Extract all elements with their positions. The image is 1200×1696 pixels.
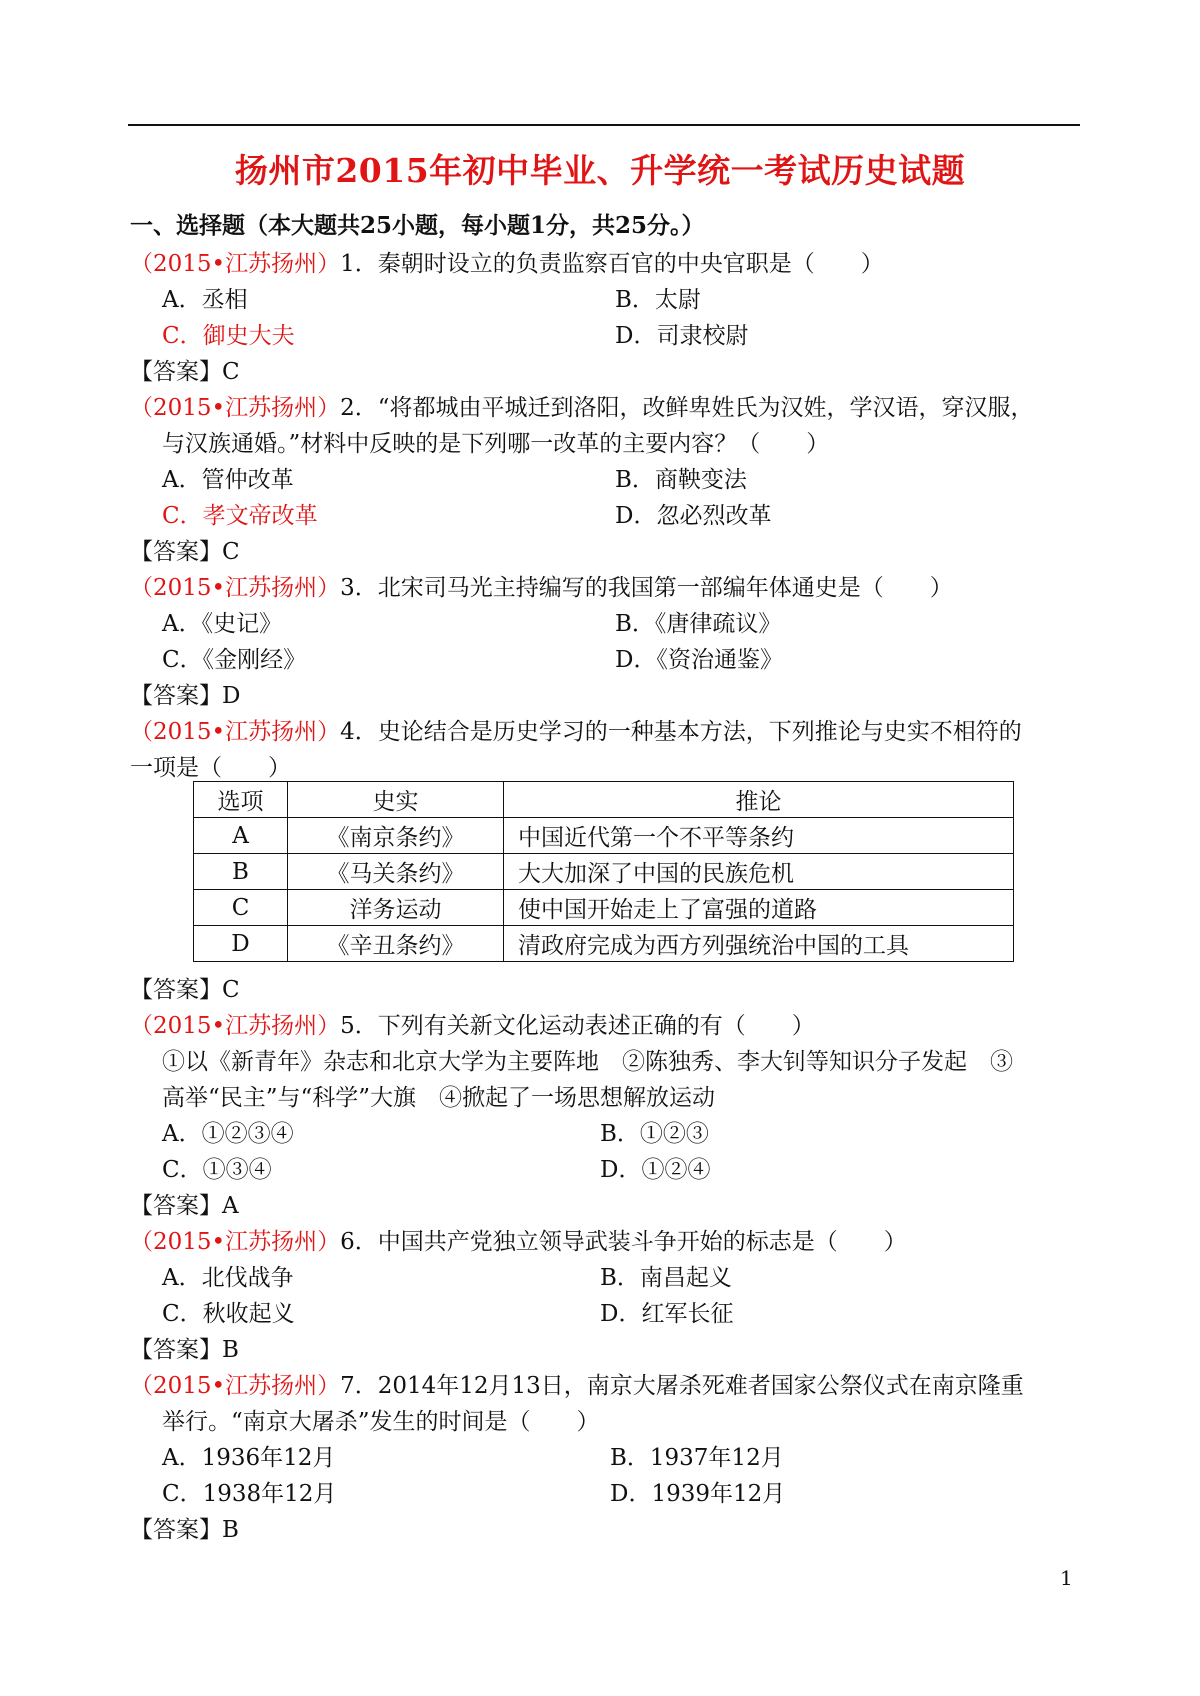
question-6 — [130, 1223, 907, 1256]
question-source: （2015•江苏扬州） — [130, 719, 341, 745]
question-stem: 3．北宋司马光主持编写的我国第一部编年体通史是（ ） — [340, 575, 953, 601]
question-source: （2015•江苏扬州） — [130, 1229, 341, 1255]
option-b: B．1937年12月 — [610, 1445, 784, 1471]
option-d: D．①②④ — [600, 1157, 711, 1183]
answer-7: 【答案】B — [130, 1517, 239, 1543]
option-c: C．1938年12月 — [162, 1481, 337, 1507]
option-a: A．管仲改革 — [162, 467, 294, 493]
option-d: D．司隶校尉 — [615, 323, 749, 349]
option-a: A．丞相 — [162, 287, 248, 313]
option-a: A．《史记》 — [162, 611, 283, 637]
table-row — [194, 926, 1014, 962]
option-c: C．《金刚经》 — [162, 647, 307, 673]
option-d: D．1939年12月 — [610, 1481, 786, 1507]
option-a: A．①②③④ — [162, 1121, 294, 1147]
option-c: C．①③④ — [162, 1157, 272, 1183]
option-d: D．忽必烈改革 — [615, 503, 772, 529]
table-cell: D — [194, 926, 288, 962]
question-stem-cont: 高举“民主”与“科学”大旗 ④掀起了一场思想解放运动 — [162, 1085, 716, 1111]
option-d: D．《资治通鉴》 — [615, 647, 783, 673]
question-stem-cont: 举行。“南京大屠杀”发生的时间是（ ） — [162, 1409, 600, 1435]
table-header-row — [194, 782, 1014, 818]
table-row — [194, 818, 1014, 854]
option-b: B．太尉 — [615, 287, 701, 313]
table-cell: 《南京条约》 — [288, 818, 504, 854]
table-cell: 《辛丑条约》 — [288, 926, 504, 962]
header-rule — [128, 124, 1080, 126]
question-stem-cont: ①以《新青年》杂志和北京大学为主要阵地 ②陈独秀、李大钊等知识分子发起 ③ — [162, 1049, 1013, 1075]
question-stem: 2．“将都城由平城迁到洛阳，改鲜卑姓氏为汉姓，学汉语，穿汉服， — [340, 395, 1034, 421]
page-title: 扬州市2015年初中毕业、升学统一考试历史试题 — [234, 151, 966, 190]
option-b: B．《唐律疏议》 — [615, 611, 782, 637]
option-c: C．秋收起义 — [162, 1301, 295, 1327]
table-cell: 洋务运动 — [288, 890, 504, 926]
table-row — [194, 854, 1014, 890]
table-cell: 清政府完成为西方列强统治中国的工具 — [504, 926, 1014, 962]
question-source: （2015•江苏扬州） — [130, 1013, 341, 1039]
question-1 — [130, 245, 884, 278]
question-stem-cont: 一项是（ ） — [130, 755, 291, 781]
table-header: 选项 — [194, 782, 288, 818]
table-cell: 使中国开始走上了富强的道路 — [504, 890, 1014, 926]
question-stem: 4．史论结合是历史学习的一种基本方法，下列推论与史实不相符的 — [340, 719, 1022, 745]
question-2 — [130, 389, 1034, 422]
table-cell: B — [194, 854, 288, 890]
table-header: 史实 — [288, 782, 504, 818]
option-a: A．北伐战争 — [162, 1265, 294, 1291]
table-cell: C — [194, 890, 288, 926]
question-3 — [130, 569, 953, 602]
question-stem: 6．中国共产党独立领导武装斗争开始的标志是（ ） — [340, 1229, 907, 1255]
option-b: B．南昌起义 — [600, 1265, 732, 1291]
option-b: B．①②③ — [600, 1121, 709, 1147]
answer-6: 【答案】B — [130, 1337, 239, 1363]
section-heading: 一、选择题（本大题共25小题，每小题1分，共25分。） — [130, 212, 705, 239]
answer-3: 【答案】D — [130, 683, 241, 709]
question-7 — [130, 1367, 1024, 1400]
question-5 — [130, 1007, 815, 1040]
answer-2: 【答案】C — [130, 539, 240, 565]
history-table — [193, 781, 1014, 962]
question-source: （2015•江苏扬州） — [130, 395, 341, 421]
answer-4: 【答案】C — [130, 977, 240, 1003]
table-cell: 中国近代第一个不平等条约 — [504, 818, 1014, 854]
option-c: C．御史大夫 — [162, 323, 295, 349]
page-number: 1 — [1060, 1566, 1073, 1590]
table-cell: A — [194, 818, 288, 854]
option-b: B．商鞅变法 — [615, 467, 747, 493]
question-source: （2015•江苏扬州） — [130, 1373, 341, 1399]
question-stem-cont: 与汉族通婚。”材料中反映的是下列哪一改革的主要内容？（ ） — [162, 431, 830, 457]
question-source: （2015•江苏扬州） — [130, 251, 341, 277]
answer-1: 【答案】C — [130, 359, 240, 385]
question-stem: 5．下列有关新文化运动表述正确的有（ ） — [340, 1013, 815, 1039]
table-header: 推论 — [504, 782, 1014, 818]
option-a: A．1936年12月 — [162, 1445, 336, 1471]
question-stem: 1．秦朝时设立的负责监察百官的中央官职是（ ） — [340, 251, 884, 277]
question-4 — [130, 713, 1022, 746]
option-c: C．孝文帝改革 — [162, 503, 318, 529]
table-row — [194, 890, 1014, 926]
table-cell: 大大加深了中国的民族危机 — [504, 854, 1014, 890]
answer-5: 【答案】A — [130, 1193, 239, 1219]
table-cell: 《马关条约》 — [288, 854, 504, 890]
question-stem: 7．2014年12月13日，南京大屠杀死难者国家公祭仪式在南京隆重 — [340, 1373, 1024, 1399]
option-d: D．红军长征 — [600, 1301, 734, 1327]
question-source: （2015•江苏扬州） — [130, 575, 341, 601]
